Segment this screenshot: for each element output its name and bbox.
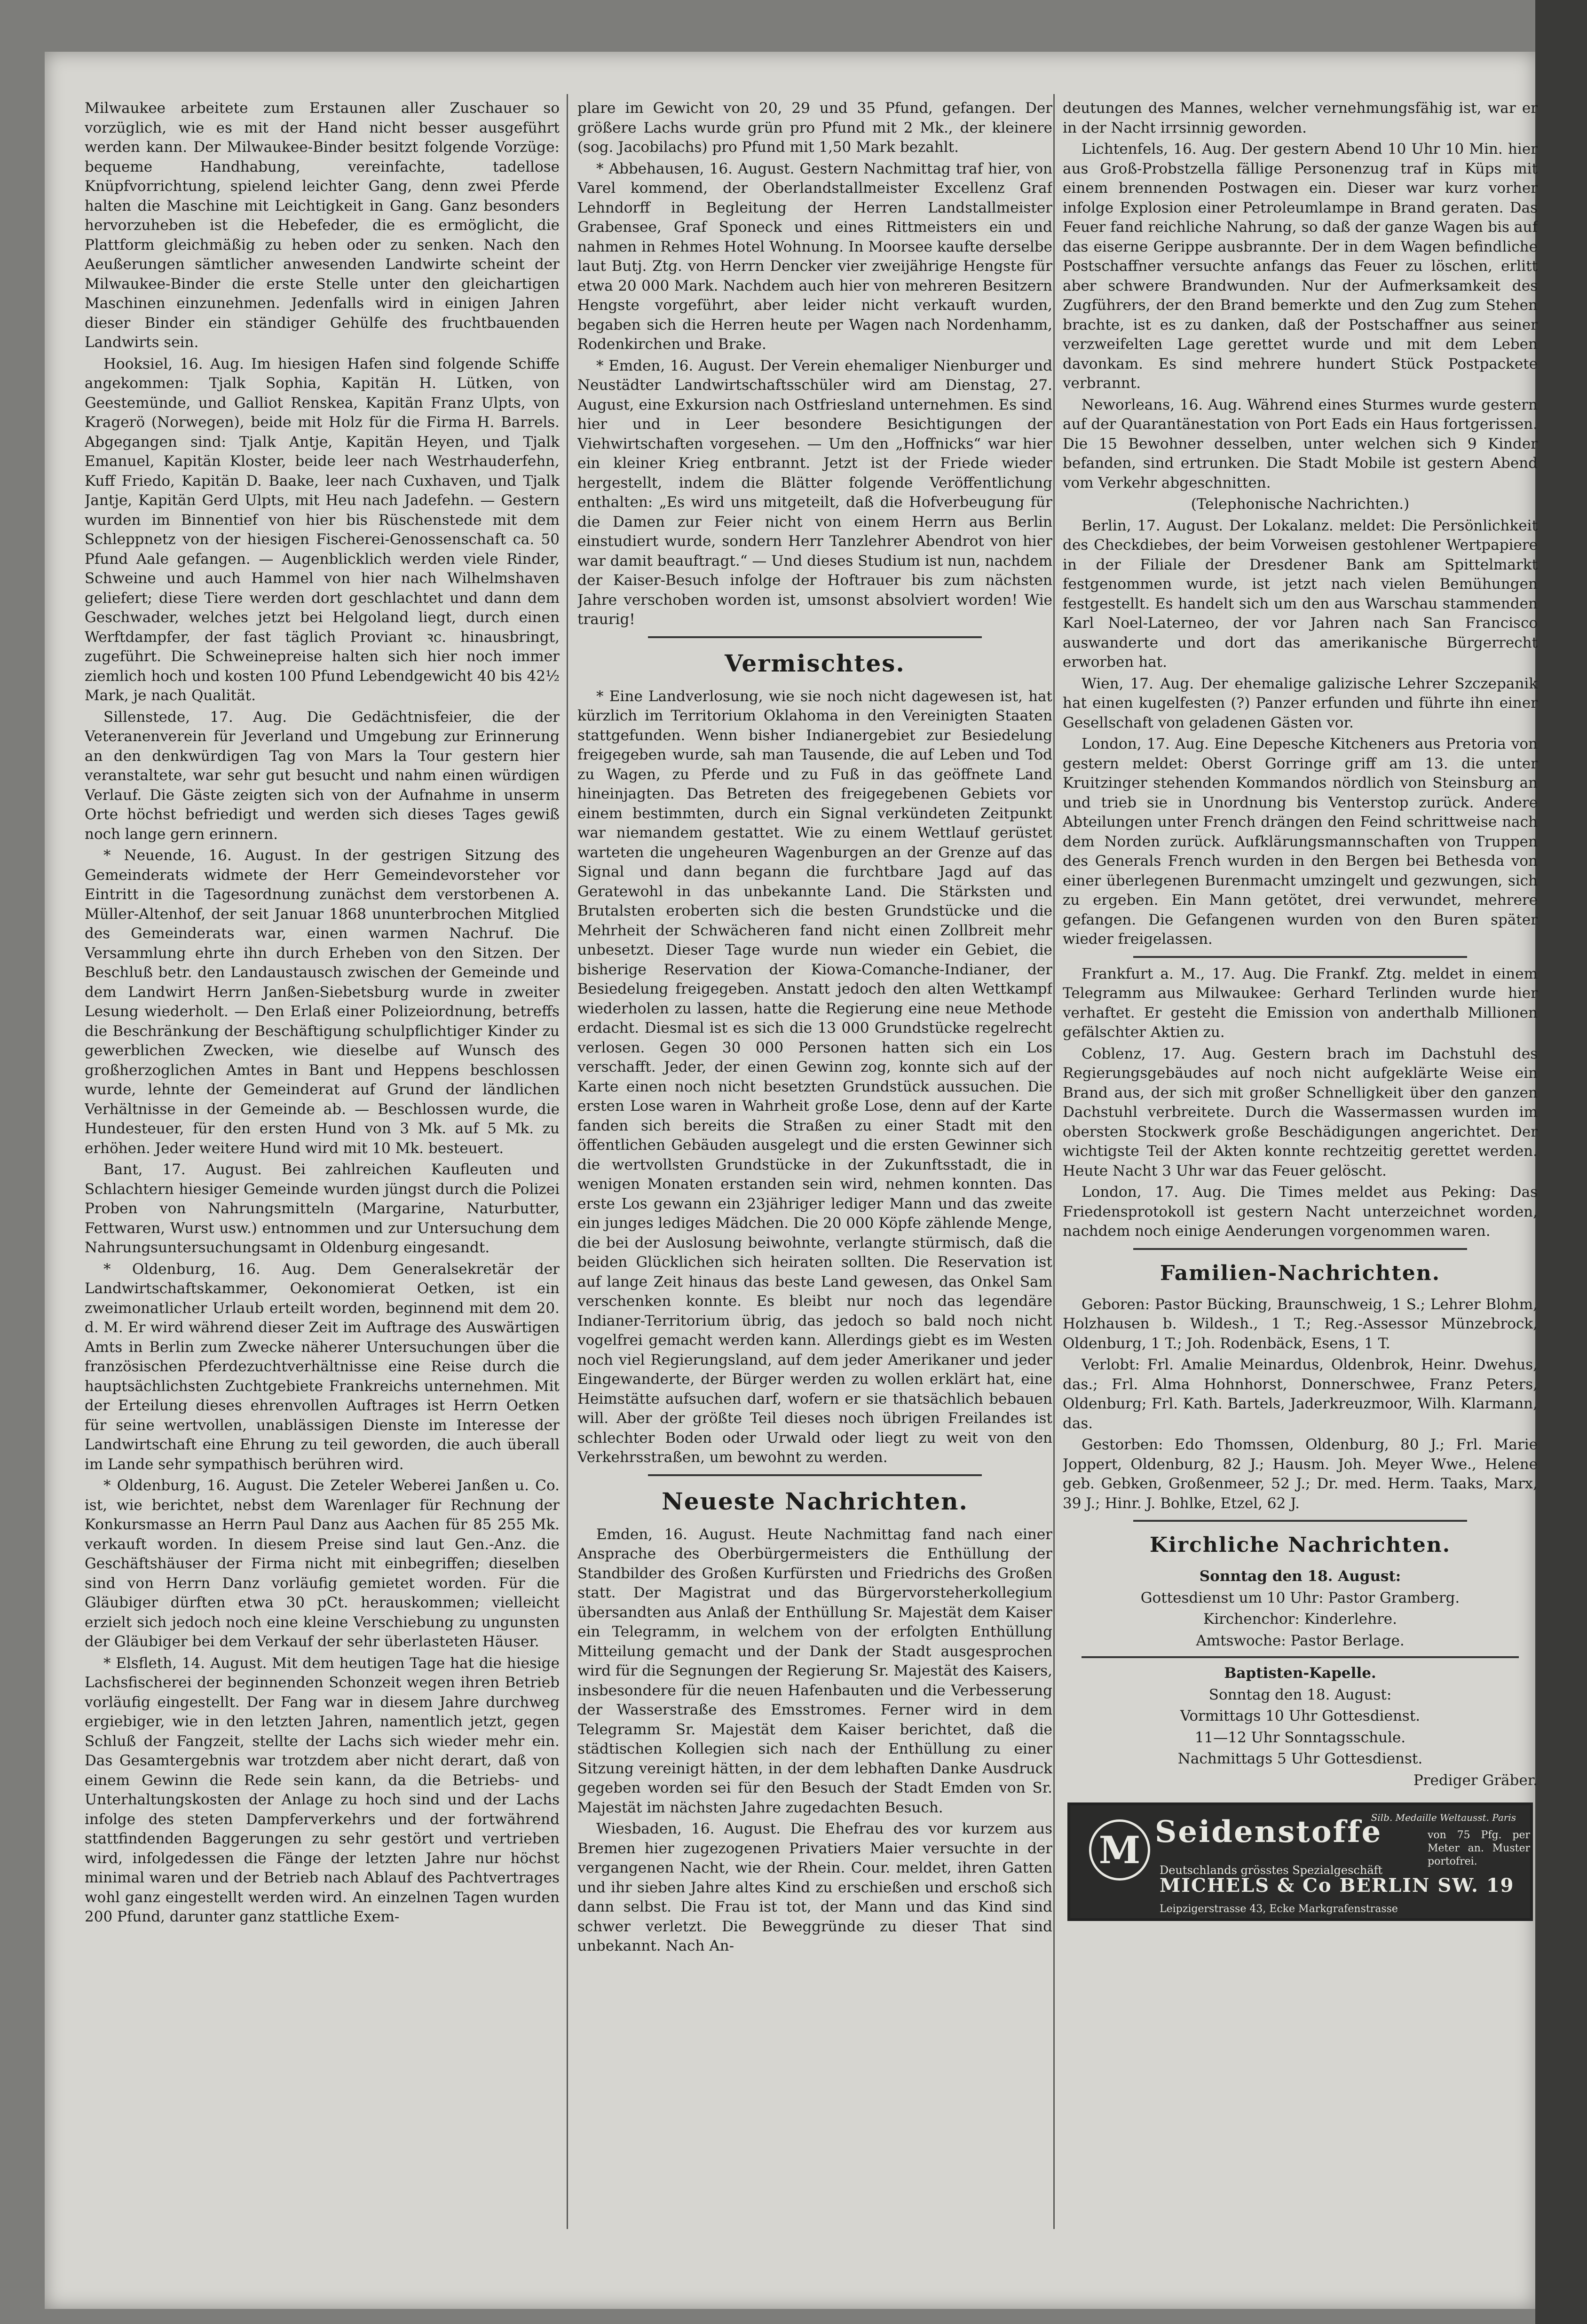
section-divider [648, 1474, 982, 1476]
article-wiesbaden-cont: deutungen des Mannes, welcher vernehmungsfähig ist, war er in der Nacht irrsinnig geworden. [1063, 100, 1538, 136]
article-abbehausen: * Abbehausen, 16. August. Gestern Nachmittag traf hier, von Varel kommend, der Oberlandstallmeister Excellenz Graf Lehndorff in Begleitung der Herren Landstallmeister Grabensee, Graf Sponeck und eines Rittmeisters ein und nahmen in Rehmes Hotel Wohnung. In Moorsee kaufte derselbe laut Butj. Ztg. von Herrn Dencker vier zweijährige Hengste für etwa 20 000 Mark. Nachdem auch hier von mehreren Besitzern Hengste vorgeführt, aber leider nicht verkauft wurden, begaben sich die Herren heute per Wagen nach Nordenhamm, Rodenkirchen und Brake. [577, 160, 1052, 353]
section-divider [1082, 1656, 1519, 1658]
article-hooksiel: Hooksiel, 16. Aug. Im hiesigen Hafen sind folgende Schiffe angekommen: Tjalk Sophia, Kapitän H. Lütken, von Geestemünde, und Galliot Renskea, Kapitän Franz Ulpts, von Kragerö (Norwegen), beide mit Holz für die Firma H. Barrels. Abgegangen sind: Tjalk Antje, Kapitän Heyen, und Tjalk Emanuel, Kapitän Kloster, beide leer nach Westrhauderfehn, Kuff Friedo, Kapitän D. Baake, leer nach Cuxhaven, und Tjalk Jantje, Kapitän Gerd Ulpts, mit Heu nach Jadefehn. — Gestern wurden im Binnentief von hier bis Rüschenstede mit dem Schleppnetz von der hiesigen Fischerei-Genossenschaft ca. 50 Pfund Aale gefangen. — Augenblicklich werden viele Rinder, Schweine und auch Hammel von hier nach Wilhelmshaven geliefert; diese Tiere werden dort geschlachtet und dann dem Geschwader, welches jetzt bei Helgoland liegt, durch einen Werftdampfer, der fast täglich Proviant ꝛc. hinausbringt, zugeführt. Die Schweinepreise halten sich hier noch immer ziemlich hoch und kosten 100 Pfund Lebendgewicht 40 bis 42½ Mark, je nach Qualität. [85, 355, 560, 704]
article-neuende: * Neuende, 16. August. In der gestrigen Sitzung des Gemeinderats widmete der Herr Gemeindevorsteher vor Eintritt in die Tagesordnung zunächst dem verstorbenen A. Müller-Altenhof, der seit Januar 1868 ununterbrochen Mitglied des Gemeinderats war, einen warmen Nachruf. Die Versammlung ehrte ihn durch Erheben von den Sitzen. Der Beschluß betr. den Landaustausch zwischen der Gemeinde und dem Landwirt Herrn Janßen-Siebetsburg wurde in zweiter Lesung wiederholt. — Den Erlaß einer Polizeiordnung, betreffs die Beschränkung der Beschäftigung schulpflichtiger Kinder zu gewerblichen Zwecken, wie dieselbe auf Wunsch des großherzoglichen Amtes in Bant und Heppens beschlossen wurde, lehnte der Gemeinderat auf Grund der ländlichen Verhältnisse in der Gemeinde ab. — Beschlossen wurde, die Hundesteuer, für den ersten Hund von 3 Mk. auf 5 Mk. zu erhöhen. Jeder weitere Hund wird mit 10 Mk. besteuert. [85, 847, 560, 1157]
article-oldenburg-2: * Oldenburg, 16. August. Die Zeteler Weberei Janßen u. Co. ist, wie berichtet, nebst dem Warenlager für Rechnung der Konkursmasse an Herrn Paul Danz aus Aachen für 85 255 Mk. verkauft worden. In diesem Preise sind laut Gen.-Anz. die Geschäftshäuser der Firma nicht mit einbegriffen; dieselben sind von Herrn Danz vorläufig gemietet worden. Für die Gläubiger dürften etwa 30 pCt. herauskommen; vielleicht erzielt sich jedoch noch eine kleine Verschiebung zu ungunsten der Gläubiger bei dem Verkauf der sehr überlasteten Häuser. [85, 1477, 560, 1650]
article-london-2: London, 17. Aug. Die Times meldet aus Peking: Das Friedensprotokoll ist gestern Nacht unterzeichnet worden, nachdem noch einige Aenderungen vorgenommen waren. [1063, 1184, 1538, 1240]
article-neworleans: Neworleans, 16. Aug. Während eines Sturmes wurde gestern auf der Quarantänestation von Port Eads ein Haus fortgerissen. Die 15 Bewohner desselben, unter welchen sich 9 Kinder befanden, sind ertrunken. Die Stadt Mobile ist gestern Abend vom Verkehr abgeschnitten. [1063, 396, 1538, 491]
family-engaged: Verlobt: Frl. Amalie Meinardus, Oldenbrok, Heinr. Dwehus, das.; Frl. Alma Hohnhorst, Donnerschwee, Franz Peters, Oldenburg; Frl. Kath. Bartels, Jaderkreuzmoor, Wilh. Klarmann, das. [1063, 1356, 1538, 1432]
ad-address: Leipzigerstrasse 43, Ecke Markgrafenstrasse [1160, 1903, 1398, 1915]
column-3 [1063, 99, 1538, 2224]
church-choir: Kirchenchor: Kinderlehre. [1203, 1611, 1397, 1628]
article-landverlosung: * Eine Landverlosung, wie sie noch nicht dagewesen ist, hat kürzlich im Territorium Oklahoma in den Vereinigten Staaten stattgefunden. Wenn bisher Indianergebiet zur Besiedelung freigegeben wurde, sah man Tausende, die auf Leben und Tod zu Wagen, zu Pferde und zu Fuß in das geöffnete Land hineinjagten. Das Betreten des freigegebenen Gebiets vor einem bestimmten, durch ein Signal verkündeten Zeitpunkt war niemandem gestattet. Wie zu einem Wettlauf gerüstet warteten die ungeheuren Wagenburgen an der Grenze auf das Signal und dann begann die furchtbare Jagd auf das Geratewohl in das unbekannte Land. Die Stärksten und Brutalsten eroberten sich die besten Grundstücke und die Mehrheit der Schwächeren fand nicht einen Zollbreit mehr unbesetzt. Dieser Tage wurde nun wieder ein Gebiet, die bisherige Reservation der Kiowa-Comanche-Indianer, der Besiedelung freigegeben. Anstatt jedoch den alten Wettkampf wiederholen zu lassen, hatte die Regierung eine neue Methode erdacht. Diesmal ist es sich die 13 000 Grundstücke regelrecht verlosen. Gegen 30 000 Personen hatten sich ein Los verschafft. Jeder, der einen Gewinn zog, konnte sich auf der Karte einen noch nicht besetzten Grundstück aussuchen. Die ersten Lose waren in Wahrheit große Lose, denn auf der Karte fanden sich bereits die Straßen zu einer Stadt mit den öffentlichen Gebäuden ausgelegt und die ersten Gewinner sich die wertvollsten Grundstücke in der Zukunftsstadt, die in wenigen Monaten erstanden sein wird, nehmen konnten. Das erste Los gewann ein 23jähriger lediger Mann und das zweite ein junges lediges Mädchen. Die 20 000 Köpfe zählende Menge, die bei der Auslosung beiwohnte, verlangte stürmisch, daß die beiden Glücklichen sich heiraten sollten. Die Reservation ist auf lange Zeit hinaus das beste Land gewesen, das Onkel Sam verschenken konnte. Es bleibt nur noch das legendäre Indianer-Territorium übrig, das jedoch so bald noch nicht vogelfrei gemacht werden kann. Allerdings giebt es im Westen noch viel Regierungsland, auf dem jeder Amerikaner und jeder Eingewanderte, der Bürger werden zu wollen erklärt hat, eine Heimstätte aufsuchen darf, wofern er sie thatsächlich bebauen will. Aber der größte Teil dieses noch übrigen Freilandes ist schlechter Boden oder Urwald oder liegt zu weit von den Verkehrsstraßen, um bewohnt zu werden. [577, 688, 1052, 1466]
article-london-1: London, 17. Aug. Eine Depesche Kitcheners aus Pretoria von gestern meldet: Oberst Gorringe griff am 13. die unter Kruitzinger stehenden Kommandos nördlich von Steinsburg an und trieb sie in Unordnung bis Venterstop zurück. Andere Abteilungen unter French drängen den Feind schrittweise nach dem Norden zurück. Aufklärungsmannschaften von Truppen des Generals French wurden in den Bergen bei Bethesda von einer überlegenen Burenmacht umzingelt und gezwungen, sich zu ergeben. Ein Mann getötet, drei verwundet, mehrere gefangen. Die Gefangenen wurden von den Buren später wieder freigelassen. [1063, 735, 1538, 948]
article-oldenburg-1: * Oldenburg, 16. Aug. Dem Generalsekretär der Landwirtschaftskammer, Oekonomierat Oetken, ist ein zweimonatlicher Urlaub erteilt worden, beginnend mit dem 20. d. M. Er wird während dieser Zeit im Auftrage des Auswärtigen Amts in Berlin zum Zwecke näherer Untersuchungen über die französischen Pferdezuchtverhältnisse eine Reise durch die hauptsächlichsten Zuchtgebiete Frankreichs unternehmen. Mit der Erteilung dieses ehrenvollen Auftrages ist Herrn Oetken für seine wertvollen, unablässigen Dienste im Interesse der Landwirtschaft eine Ehrung zu teil geworden, die auch überall im Lande sehr sympathisch berühren wird. [85, 1260, 560, 1473]
column-rule [567, 94, 568, 2229]
article-emden-2: Emden, 16. August. Heute Nachmittag fand nach einer Ansprache des Oberbürgermeisters die Enthüllung der Standbilder des Großen Kurfürsten und Friedrichs des Großen statt. Der Magistrat und das Bürgervorsteherkollegium übersandten aus Anlaß der Enthüllung Sr. Majestät dem Kaiser ein Telegramm, in welchem von der erfolgten Enthüllung Mitteilung gemacht und der Dank der Stadt ausgesprochen wird für die Segnungen der Regierung Sr. Majestät des Kaisers, insbesondere für die neuen Hafenbauten und die Verbesserung der Wasserstraße des Emsstromes. Ferner wird in dem Telegramm Sr. Majestät dem Kaiser berichtet, daß die städtischen Kollegien sich nach der Enthüllung zu einer Sitzung vereinigt hätten, in der dem lebhaften Danke Ausdruck gegeben worden sei für den Besuch der Stadt Emden von Sr. Majestät im nächsten Jahre zugedachten Besuch. [577, 1526, 1052, 1816]
section-divider [1133, 1248, 1467, 1250]
baptist-heading: Baptisten-Kapelle. [1224, 1665, 1376, 1682]
ad-company: MICHELS & Co BERLIN SW. 19 [1160, 1874, 1515, 1897]
article-bant: Bant, 17. August. Bei zahlreichen Kaufleuten und Schlachtern hiesiger Gemeinde wurden jüngst durch die Polizei Proben von Nahrungsmitteln (Margarine, Naturbutter, Fettwaren, Wurst usw.) entnommen und zur Untersuchung dem Nahrungsuntersuchungsamt in Oldenburg eingesandt. [85, 1161, 560, 1256]
family-died: Gestorben: Edo Thomssen, Oldenburg, 80 J.; Frl. Marie Joppert, Oldenburg, 82 J.; Hausm. Joh. Meyer Wwe., Helene geb. Gebken, Großenmeer, 52 J.; Dr. med. Herm. Taaks, Marx, 39 J.; Hinr. J. Bohlke, Etzel, 62 J. [1063, 1436, 1538, 1512]
article-wiesbaden: Wiesbaden, 16. August. Die Ehefrau des vor kurzem aus Bremen hier zugezogenen Privatiers Maier versuchte in der vergangenen Nacht, wie der Rhein. Cour. meldet, ihren Gatten und ihr sieben Jahre altes Kind zu erschießen und erschoß sich dann selbst. Die Frau ist tot, der Mann und das Kind sind schwer verletzt. Die Beweggründe zu dieser That sind unbekannt. Nach An- [577, 1820, 1052, 1954]
ad-medal-text: Silb. Medaille Weltausst. Paris [1371, 1812, 1516, 1823]
baptist-afternoon: Nachmittags 5 Uhr Gottesdienst. [1177, 1750, 1423, 1767]
section-heading-kirchlich: Kirchliche Nachrichten. [1149, 1533, 1451, 1557]
baptist-sunday-school: 11—12 Uhr Sonntagsschule. [1194, 1729, 1406, 1746]
column-rule [1053, 94, 1055, 2229]
article-elsfleth: * Elsfleth, 14. August. Mit dem heutigen Tage hat die hiesige Lachsfischerei der beginnenden Schonzeit wegen ihren Betrieb vorläufig eingestellt. Der Fang war in diesem Jahre durchweg ergiebiger, wie in den letzten Jahren, namentlich jetzt, gegen Schluß der Fangzeit, stellte der Lachs sich wieder mehr ein. Das Gesamtergebnis war trotzdem aber nicht derart, daß von einem Gewinn die Rede sein kann, da die Betriebs- und Unterhaltungskosten der Anlage zu hoch sind und der Lachs infolge des steten Dampferverkehrs und der fortwährend stattfindenden Baggerungen zu sehr gestört und vertrieben wird, infolgedessen die Fänge der letzten Jahre nur höchst minimal waren und der Betrieb nach Ablauf des Pachtvertrages wohl ganz eingestellt werden wird. An einzelnen Tagen wurden 200 Pfund, darunter ganz stattliche Exem- [85, 1654, 560, 1925]
baptist-date: Sonntag den 18. August: [1208, 1686, 1392, 1703]
family-born: Geboren: Pastor Bücking, Braunschweig, 1 S.; Lehrer Blohm, Holzhausen b. Wildesh., 1 T.; Reg.-Assessor Münzebrock, Oldenburg, 1 T.; Joh. Rodenbäck, Esens, 1 T. [1063, 1296, 1538, 1352]
church-duty-week: Amtswoche: Pastor Berlage. [1196, 1632, 1405, 1649]
section-heading-vermischtes: Vermischtes. [725, 649, 905, 677]
baptist-preacher: Prediger Gräber. [1413, 1771, 1538, 1789]
section-divider [1133, 1520, 1467, 1522]
scan-edge [1535, 0, 1587, 2324]
article-coblenz: Coblenz, 17. Aug. Gestern brach im Dachstuhl des Regierungsgebäudes auf noch nicht aufgeklärte Weise ein Brand aus, der sich mit großer Schnelligkeit über den ganzen Dachstuhl verbreitete. Durch die Wassermassen wurden im obersten Stockwerk große Beschädigungen angerichtet. Der wichtigste Teil der Akten konnte rechtzeitig gerettet werden. Heute Nacht 3 Uhr war das Feuer gelöscht. [1063, 1045, 1538, 1179]
ad-headline: Seidenstoffe [1155, 1814, 1382, 1850]
article-lichtenfels: Lichtenfels, 16. Aug. Der gestern Abend 10 Uhr 10 Min. hier aus Groß-Probstzella fällige Personenzug traf in Küps mit einem brennenden Postwagen ein. Dieser war kurz vorher infolge Explosion einer Petroleumlampe in Brand geraten. Das Feuer fand reichliche Nahrung, so daß der ganze Wagen bis auf das eiserne Gerippe ausbrannte. Der in dem Wagen befindliche Postschaffner versuchte anfangs das Feuer zu löschen, erlitt aber schwere Brandwunden. Nur der Aufmerksamkeit des Zugführers, der den Brand bemerkte und den Zug zum Stehen brachte, ist es zu danken, daß der Postschaffner aus seiner verzweifelten Lage gerettet wurde und mit dem Leben davonkam. Es sind mehrere hundert Stück Postpackete verbrannt. [1063, 141, 1538, 392]
subheading-telephonisch: (Telephonische Nachrichten.) [1191, 496, 1410, 513]
church-date: Sonntag den 18. August: [1199, 1568, 1401, 1585]
column-2 [577, 99, 1052, 2224]
article-emden-1: * Emden, 16. August. Der Verein ehemaliger Nienburger und Neustädter Landwirtschaftsschüler wird am Dienstag, 27. August, eine Exkursion nach Ostfriesland unternehmen. Es sind hier und in Leer besondere Besichtigungen der Viehwirtschaften vorgesehen. — Um den „Hoffnicks“ war hier ein kleiner Krieg entbrannt. Jetzt ist der Friede wieder hergestellt, indem die Blätter folgende Veröffentlichung enthalten: „Es wird uns mitgeteilt, daß die Hofverbeugung für die Damen zur Feier nicht von einem Herrn aus Berlin einstudiert wurde, sondern Herr Tanzlehrer Abendrot von hier war damit beauftragt.“ — Und dieses Studium ist nun, nachdem der Kaiser-Besuch infolge der Hoftrauer bis zum nächsten Jahre verschoben worden ist, umsonst absolviert worden! Wie traurig! [577, 357, 1052, 628]
ad-logo-icon: M [1089, 1819, 1150, 1881]
article-milwaukee-binder: Milwaukee arbeitete zum Erstaunen aller Zuschauer so vorzüglich, wie es mit der Hand nicht besser ausgeführt werden kann. Der Milwaukee-Binder besitzt folgende Vorzüge: bequeme Handhabung, vereinfachte, tadellose Knüpfvorrichtung, spielend leichter Gang, denn zwei Pferde halten die Maschine mit Leichtigkeit in Gang. Ganz besonders hervorzuheben ist die Hebefeder, die es ermöglicht, die Plattform gleichmäßig zu heben oder zu senken. Nach den Aeußerungen sämtlicher anwesenden Landwirte scheint der Milwaukee-Binder die erste Stelle unter den gleichartigen Maschinen einzunehmen. Jedenfalls wird in einigen Jahren dieser Binder ein ständiger Gehülfe des fruchtbauenden Landwirts sein. [85, 100, 560, 351]
article-lachs-cont: plare im Gewicht von 20, 29 und 35 Pfund, gefangen. Der größere Lachs wurde grün pro Pfund mit 2 Mk., der kleinere (sog. Jacobilachs) pro Pfund mit 1,50 Mark bezahlt. [577, 100, 1052, 156]
baptist-morning: Vormittags 10 Uhr Gottesdienst. [1180, 1707, 1421, 1724]
article-sillenstede: Sillenstede, 17. Aug. Die Gedächtnisfeier, die der Veteranenverein für Jeverland und Umgebung zur Erinnerung an den denkwürdigen Tag von Mars la Tour gestern hier veranstaltete, war sehr gut besucht und nahm einen würdigen Verlauf. Die Gäste zeigten sich von der Aufnahme in unserm Orte höchst befriedigt und werden sich dieses Tages gewiß noch lange gern erinnern. [85, 708, 560, 843]
ad-price: von 75 Pfg. per Meter an. Muster portofrei. [1428, 1829, 1530, 1867]
column-1 [85, 99, 560, 2224]
section-heading-neueste: Neueste Nachrichten. [662, 1487, 968, 1515]
church-service: Gottesdienst um 10 Uhr: Pastor Gramberg. [1140, 1589, 1460, 1606]
section-divider [1133, 956, 1467, 958]
ad-tagline: Deutschlands grösstes Spezialgeschäft [1160, 1864, 1383, 1877]
article-berlin: Berlin, 17. August. Der Lokalanz. meldet: Die Persönlichkeit des Checkdiebes, der beim Vorweisen gestohlener Wertpapiere in der Filiale der Dresdener Bank am Spittelmarkt festgenommen wurde, ist jetzt nach vielen Bemühungen festgestellt. Es handelt sich um den aus Warschau stammenden Karl Noel-Laterneo, der vor Jahren nach San Francisco auswanderte und dort das amerikanische Bürgerrecht erworben hat. [1063, 517, 1538, 671]
section-divider [648, 636, 982, 638]
article-wien: Wien, 17. Aug. Der ehemalige galizische Lehrer Szczepanik hat einen kugelfesten (?) Panzer erfunden und führte ihn einer Gesellschaft von geladenen Gästen vor. [1063, 675, 1538, 731]
article-frankfurt: Frankfurt a. M., 17. Aug. Die Frankf. Ztg. meldet in einem Telegramm aus Milwaukee: Gerhard Terlinden wurde hier verhaftet. Er gesteht die Emission von anderthalb Millionen gefälschter Aktien zu. [1063, 965, 1538, 1041]
advertisement-seidenstoffe [1067, 1802, 1533, 1921]
section-heading-familien: Familien-Nachrichten. [1160, 1261, 1441, 1285]
